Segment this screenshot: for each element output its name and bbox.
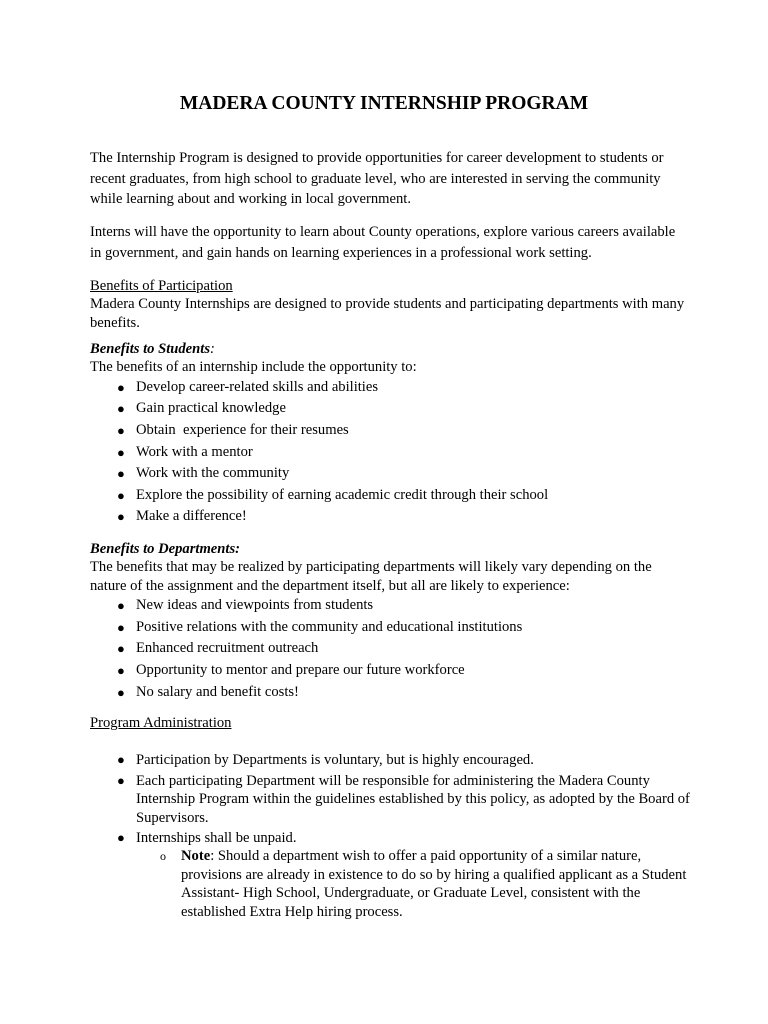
benefits-departments-lead: The benefits that may be realized by participating departments will likely vary depending on the nature of the assignment and the department itself, but all are likely to experience: — [90, 559, 652, 594]
list-item: ● Gain practical knowledge — [90, 398, 690, 420]
benefits-departments-list — [90, 595, 690, 703]
list-item: ● Obtain experience for their resumes — [90, 420, 690, 442]
bullet-icon: ● — [117, 663, 125, 678]
benefits-participation-section — [90, 277, 690, 332]
benefits-students-heading-colon: : — [210, 341, 215, 357]
list-item: ● Opportunity to mentor and prepare our future workforce — [90, 660, 690, 682]
list-item: ● Positive relations with the community and educational institutions — [90, 617, 690, 639]
program-administration-section — [90, 714, 690, 921]
intro-paragraph-1: The Internship Program is designed to provide opportunities for career development to students or recent graduates, from high school to graduate level, who are interested in serving the community while learning about and working in local government. — [90, 150, 664, 208]
benefits-participation-text: Madera County Internships are designed to provide students and participating departments with many benefits. — [90, 296, 685, 331]
bullet-icon: ● — [117, 598, 125, 614]
bullet-icon: ● — [117, 772, 125, 788]
circle-bullet-icon: o — [160, 849, 166, 864]
list-item: ● New ideas and viewpoints from students — [90, 595, 690, 617]
list-item: ● Participation by Departments is voluntary, but is highly encouraged. — [117, 752, 534, 769]
list-item: ● Internships shall be unpaid. — [117, 830, 297, 847]
list-item: ● Work with a mentor — [90, 442, 690, 464]
bullet-icon: ● — [117, 444, 125, 460]
bullet-icon: ● — [117, 619, 125, 635]
list-item: ● Each participating Department will be responsible for administering the Madera County Internship Program within the guidelines established by this policy, as adopted by the Board of Supervisors. — [117, 772, 690, 826]
list-item: ● Enhanced recruitment outreach — [90, 638, 690, 660]
bullet-icon: ● — [117, 684, 125, 700]
benefits-students-list — [90, 377, 690, 528]
program-administration-list — [90, 751, 690, 847]
bullet-icon: ● — [117, 401, 125, 417]
benefits-participation-heading: Benefits of Participation — [90, 278, 233, 294]
benefits-students-lead: The benefits of an internship include the opportunity to: — [90, 359, 417, 376]
bullet-icon: ● — [117, 752, 125, 768]
list-item: ● No salary and benefit costs! — [90, 682, 690, 704]
benefits-students-heading-line — [90, 340, 690, 358]
bullet-icon: ● — [117, 641, 125, 657]
program-administration-sublist — [90, 847, 690, 921]
bullet-icon: ● — [117, 423, 125, 438]
list-item: ● Develop career-related skills and abilities — [90, 377, 690, 399]
bullet-icon: ● — [117, 509, 125, 525]
note-item — [90, 847, 690, 921]
note-label: Note — [181, 848, 211, 865]
note-text: : Should a department wish to offer a paid opportunity of a similar nature, provisions are already in existence to do so by hiring a qualified applicant as a Student Assistant- High School, Undergraduate, or Graduate Level, consistent with the established Extra Help hiring process. — [181, 848, 687, 920]
bullet-icon: ● — [117, 466, 125, 482]
bullet-icon: ● — [117, 830, 125, 846]
program-administration-heading: Program Administration — [90, 715, 232, 731]
bullet-icon: ● — [117, 379, 125, 395]
benefits-students-heading: Benefits to Students — [90, 341, 211, 357]
benefits-students-section — [90, 340, 690, 528]
intro-paragraph-2: Interns will have the opportunity to learn about County operations, explore various careers available in government, and gain hands on learning experiences in a professional work setting. — [90, 224, 676, 261]
bullet-icon: ● — [117, 487, 125, 503]
benefits-departments-heading: Benefits to Departments: — [90, 541, 240, 557]
page-title: MADERA COUNTY INTERNSHIP PROGRAM — [179, 93, 589, 114]
list-item: ● Make a difference! — [90, 506, 690, 528]
benefits-departments-section — [90, 540, 690, 703]
list-item: ● Explore the possibility of earning academic credit through their school — [90, 485, 690, 507]
list-item: ● Work with the community — [90, 463, 690, 485]
